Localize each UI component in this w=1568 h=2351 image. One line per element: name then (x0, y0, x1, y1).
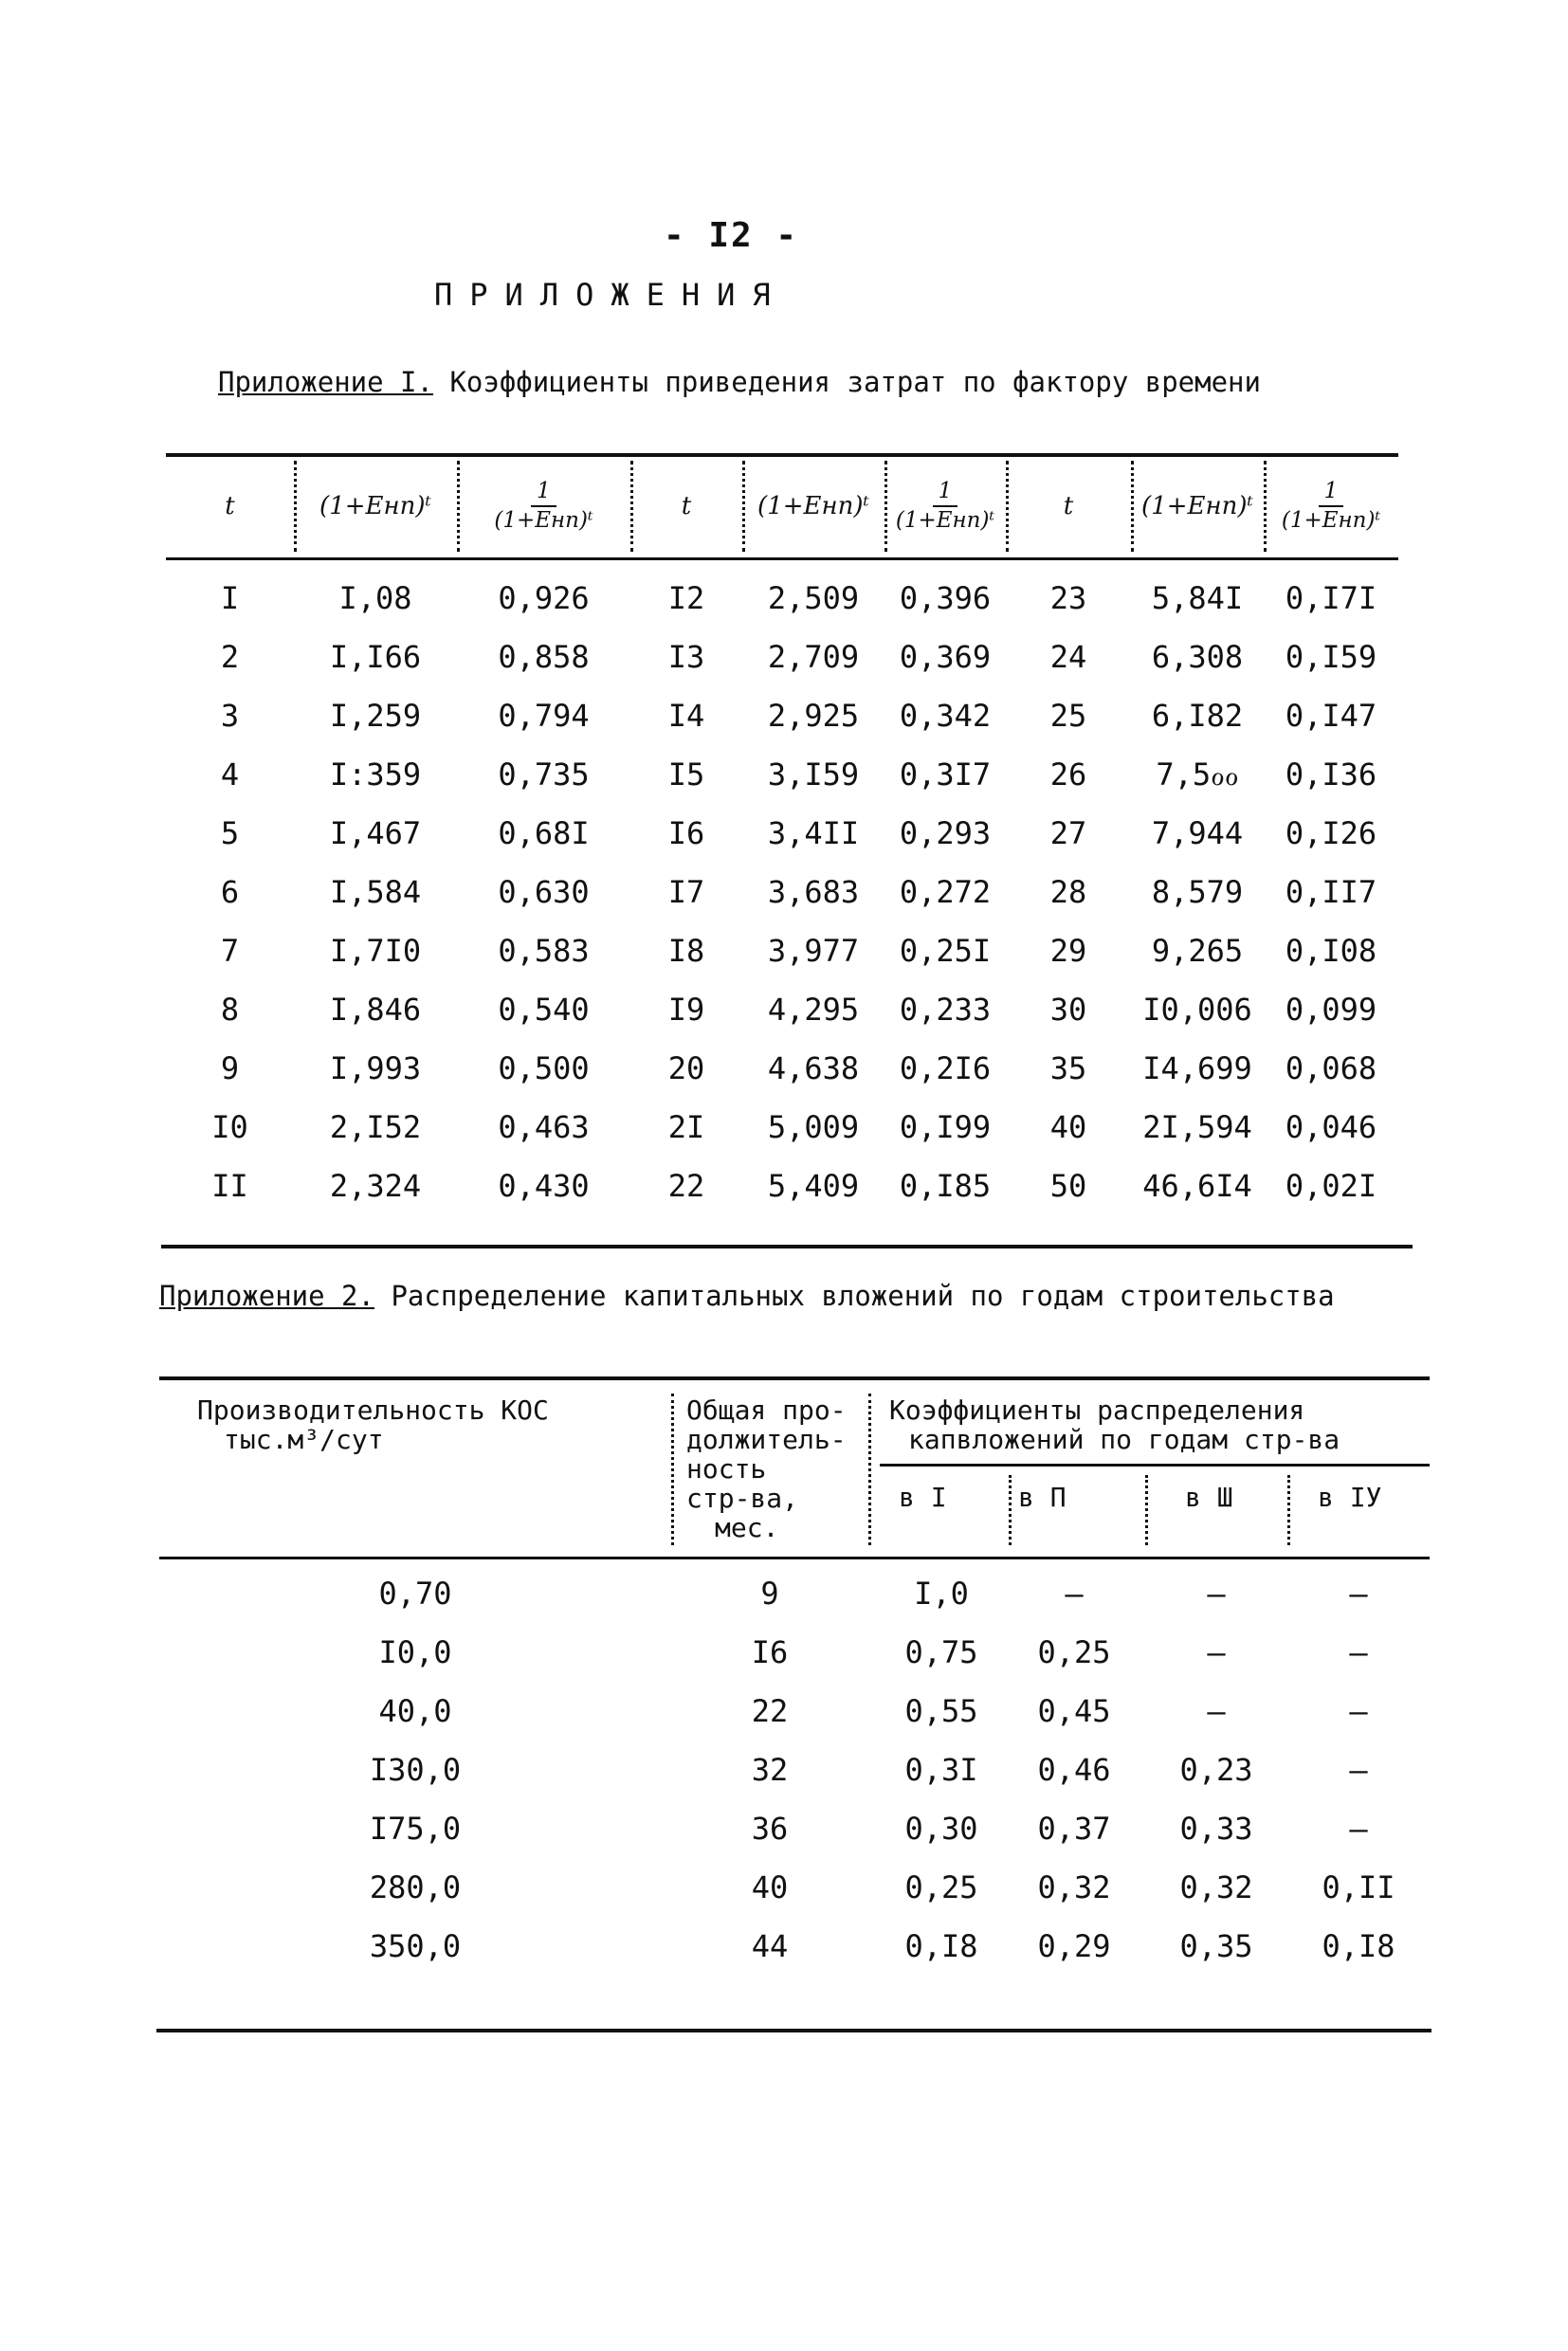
table2-row (159, 1740, 1430, 1799)
table1-cell-discount: 0,I26 (1285, 815, 1377, 851)
table1-row (166, 921, 1398, 980)
table1-cell-discount: 0,3I7 (899, 756, 992, 793)
table1-cell-discount: 0,396 (899, 580, 992, 616)
table1-row (166, 569, 1398, 628)
table1-cell-growth: 7,5ℴℴ (1156, 756, 1239, 793)
table1-cell-t: 4 (220, 756, 240, 793)
table2-cell-capacity: I0,0 (378, 1634, 452, 1670)
table1-cell-t: 29 (1049, 933, 1087, 969)
table2-cell-year4: 0,II (1322, 1869, 1395, 1905)
table2-cell-duration: 36 (751, 1811, 789, 1847)
table1-cell-discount: 0,I7I (1285, 580, 1377, 616)
table1-cell-t: I3 (667, 639, 705, 675)
table1-row (166, 863, 1398, 921)
table1-cell-growth: I,467 (329, 815, 422, 851)
table1-cell-discount: 0,430 (498, 1168, 590, 1204)
table1-cell-discount: 0,68I (498, 815, 590, 851)
t2-year4-header: в IУ (1318, 1482, 1382, 1513)
table1-cell-discount: 0,463 (498, 1109, 590, 1145)
table1-cell-growth: 4,295 (767, 992, 860, 1028)
table1-header-rule (166, 557, 1398, 560)
table1-cell-t: 25 (1049, 698, 1087, 734)
t2-year2-header: в П (1018, 1482, 1067, 1513)
table1-row (166, 745, 1398, 804)
table1-cell-discount: 0,099 (1285, 992, 1377, 1028)
table2-cell-year1: 0,55 (904, 1693, 978, 1729)
table1-cell-growth: 6,308 (1151, 639, 1244, 675)
table1-cell-discount: 0,500 (498, 1050, 590, 1086)
t2-header-capacity: Производительность КОС тыс.м³/сут (197, 1394, 549, 1455)
table1-cell-growth: I:359 (329, 756, 422, 793)
table1-cell-t: 30 (1049, 992, 1087, 1028)
table2-cell-year2: 0,29 (1037, 1928, 1111, 1964)
table2-cell-year3: – (1207, 1576, 1226, 1612)
table1-cell-t: 5 (220, 815, 240, 851)
table1-body (166, 569, 1398, 1215)
table2-cell-duration: 22 (751, 1693, 789, 1729)
t2-year1-header: в I (899, 1482, 947, 1513)
table1-cell-discount: 0,540 (498, 992, 590, 1028)
table1-cell-t: 35 (1049, 1050, 1087, 1086)
table1-cell-t: 40 (1049, 1109, 1087, 1145)
table1-cell-growth: 2I,594 (1142, 1109, 1252, 1145)
table1-cell-t: I2 (667, 580, 705, 616)
t1-header-t: t (681, 492, 692, 520)
section-title: ПРИЛОЖЕНИЯ (434, 277, 788, 313)
table1-cell-discount: 0,630 (498, 874, 590, 910)
table1-cell-t: I6 (667, 815, 705, 851)
table1-cell-growth: I0,006 (1142, 992, 1252, 1028)
table1-row (166, 1157, 1398, 1215)
table1-cell-t: 50 (1049, 1168, 1087, 1204)
table2-cell-duration: 40 (751, 1869, 789, 1905)
table1-row (166, 628, 1398, 686)
table1-cell-growth: 3,683 (767, 874, 860, 910)
table1-cell-t: 6 (220, 874, 240, 910)
table1-cell-growth: I,846 (329, 992, 422, 1028)
table1-cell-growth: 3,4II (767, 815, 860, 851)
table1-cell-growth: I,7I0 (329, 933, 422, 969)
t1-header-growth: (1+Eнп)ᵗ (319, 492, 431, 520)
table1-cell-t: I7 (667, 874, 705, 910)
table1-cell-discount: 0,I36 (1285, 756, 1377, 793)
table2-cell-duration: 9 (760, 1576, 779, 1612)
table1-cell-discount: 0,I08 (1285, 933, 1377, 969)
table2-cell-capacity: 40,0 (378, 1693, 452, 1729)
table2-cell-year4: – (1349, 1634, 1368, 1670)
table1-cell-discount: 0,I59 (1285, 639, 1377, 675)
table2-cell-year2: – (1065, 1576, 1084, 1612)
table2-row (159, 1682, 1430, 1740)
table1-cell-discount: 0,369 (899, 639, 992, 675)
table1-cell-growth: I,I66 (329, 639, 422, 675)
table1-cell-growth: 7,944 (1151, 815, 1244, 851)
table1-cell-t: 26 (1049, 756, 1087, 793)
table1-cell-t: I5 (667, 756, 705, 793)
appendix1-title: Коэффициенты приведения затрат по фактору времени (449, 366, 1261, 398)
table1-cell-t: I (220, 580, 240, 616)
table2-cell-year3: 0,33 (1179, 1811, 1253, 1847)
table1-bottom-rule (161, 1245, 1413, 1248)
table1-cell-growth: I,08 (338, 580, 412, 616)
table1-cell-growth: 46,6I4 (1142, 1168, 1252, 1204)
table1-cell-growth: 5,84I (1151, 580, 1244, 616)
table2-cell-duration: I6 (751, 1634, 789, 1670)
table1-row (166, 804, 1398, 863)
table1-cell-t: 9 (220, 1050, 240, 1086)
table2-cell-year4: – (1349, 1576, 1368, 1612)
table1-cell-growth: 3,977 (767, 933, 860, 969)
table1-header (166, 453, 1398, 559)
appendix2-title: Распределение капитальных вложений по годам строительства (391, 1280, 1335, 1312)
table2-row (159, 1917, 1430, 1976)
table2-cell-year2: 0,46 (1037, 1752, 1111, 1788)
table1-cell-t: 24 (1049, 639, 1087, 675)
table2-cell-year4: – (1349, 1693, 1368, 1729)
table1-cell-growth: I,993 (329, 1050, 422, 1086)
table1-cell-t: I4 (667, 698, 705, 734)
table1-cell-discount: 0,735 (498, 756, 590, 793)
t1-header-growth: (1+Eнп)ᵗ (1141, 492, 1253, 520)
table2-body (159, 1564, 1430, 1976)
t2-year3-header: в Ш (1185, 1482, 1233, 1513)
table2-cell-duration: 32 (751, 1752, 789, 1788)
table2-row (159, 1858, 1430, 1917)
table2-cell-year1: 0,75 (904, 1634, 978, 1670)
table1-cell-t: 28 (1049, 874, 1087, 910)
table1-cell-growth: I4,699 (1142, 1050, 1252, 1086)
table2-cell-year3: 0,23 (1179, 1752, 1253, 1788)
table2-cell-year3: – (1207, 1634, 1226, 1670)
table1-cell-t: 2 (220, 639, 240, 675)
table1-cell-t: 8 (220, 992, 240, 1028)
t1-header-discount: $\frac{1}{\text{(1+Eнп)ᵗ}}$ (494, 478, 593, 533)
table2-cell-year2: 0,32 (1037, 1869, 1111, 1905)
table2-cell-capacity: I30,0 (369, 1752, 462, 1788)
table1-cell-t: I8 (667, 933, 705, 969)
table2-cell-year4: – (1349, 1811, 1368, 1847)
page-number: - I2 - (664, 216, 799, 255)
table1-cell-growth: I,584 (329, 874, 422, 910)
table1-cell-t: 3 (220, 698, 240, 734)
table1-cell-growth: 3,I59 (767, 756, 860, 793)
table2-cell-year3: 0,32 (1179, 1869, 1253, 1905)
table1-cell-discount: 0,02I (1285, 1168, 1377, 1204)
table1-cell-discount: 0,046 (1285, 1109, 1377, 1145)
table2-cell-year1: 0,25 (904, 1869, 978, 1905)
table2-cell-year3: 0,35 (1179, 1928, 1253, 1964)
table1-cell-growth: 2,925 (767, 698, 860, 734)
table1-row (166, 980, 1398, 1039)
table1-cell-t: 22 (667, 1168, 705, 1204)
table1-cell-t: 2I (667, 1109, 705, 1145)
appendix1-caption (218, 366, 1261, 398)
table1-cell-growth: 2,324 (329, 1168, 422, 1204)
table2-row (159, 1564, 1430, 1623)
table1-cell-discount: 0,I99 (899, 1109, 992, 1145)
table1-cell-discount: 0,272 (899, 874, 992, 910)
t1-header-t: t (1063, 492, 1074, 520)
table2-cell-year1: 0,30 (904, 1811, 978, 1847)
appendix2-caption (159, 1280, 1335, 1312)
t1-header-discount: $\frac{1}{\text{(1+Eнп)ᵗ}}$ (1281, 478, 1381, 533)
table1-cell-discount: 0,233 (899, 992, 992, 1028)
table1-cell-growth: I,259 (329, 698, 422, 734)
table2-cell-capacity: 0,70 (378, 1576, 452, 1612)
table1-cell-growth: 6,I82 (1151, 698, 1244, 734)
table2-header (159, 1384, 1430, 1553)
table2-bottom-rule (156, 2029, 1431, 2032)
table2-cell-year3: – (1207, 1693, 1226, 1729)
table1-cell-growth: 2,709 (767, 639, 860, 675)
table1-cell-growth: 5,009 (767, 1109, 860, 1145)
table1-cell-t: 7 (220, 933, 240, 969)
table1-cell-discount: 0,25I (899, 933, 992, 969)
t2-header-duration: Общая про- должитель- ность стр-ва, мес. (686, 1394, 847, 1543)
t1-header-t: t (225, 492, 235, 520)
table1-cell-t: II (211, 1168, 248, 1204)
table1-cell-discount: 0,2I6 (899, 1050, 992, 1086)
table2-cell-year2: 0,37 (1037, 1811, 1111, 1847)
table1-cell-growth: 5,409 (767, 1168, 860, 1204)
table1-cell-t: 27 (1049, 815, 1087, 851)
table2-cell-year2: 0,45 (1037, 1693, 1111, 1729)
table1-cell-discount: 0,794 (498, 698, 590, 734)
table1-cell-growth: 2,509 (767, 580, 860, 616)
table1-cell-discount: 0,583 (498, 933, 590, 969)
table1-cell-growth: 2,I52 (329, 1109, 422, 1145)
table2-header-rule (159, 1557, 1430, 1559)
table1-cell-t: I0 (211, 1109, 248, 1145)
table1-row (166, 686, 1398, 745)
appendix1-label: Приложение I. (218, 366, 433, 398)
table1-cell-discount: 0,II7 (1285, 874, 1377, 910)
table2-cell-duration: 44 (751, 1928, 789, 1964)
table2-top-rule (159, 1376, 1430, 1380)
table1-cell-growth: 4,638 (767, 1050, 860, 1086)
table2-cell-year1: 0,I8 (904, 1928, 978, 1964)
table2-cell-year1: 0,3I (904, 1752, 978, 1788)
table1-cell-discount: 0,926 (498, 580, 590, 616)
t2-header-coefficients: Коэффициенты распределения капвложений по годам стр-ва (889, 1394, 1340, 1455)
table2-cell-year1: I,0 (914, 1576, 969, 1612)
table1-cell-t: 20 (667, 1050, 705, 1086)
t1-header-discount: $\frac{1}{\text{(1+Eнп)ᵗ}}$ (895, 478, 995, 533)
table1-cell-t: 23 (1049, 580, 1087, 616)
appendix2-label: Приложение 2. (159, 1280, 374, 1312)
table1-cell-growth: 8,579 (1151, 874, 1244, 910)
table1-cell-discount: 0,342 (899, 698, 992, 734)
t1-header-growth: (1+Eнп)ᵗ (757, 492, 869, 520)
table1-row (166, 1039, 1398, 1098)
table1-cell-discount: 0,858 (498, 639, 590, 675)
table1-cell-growth: 9,265 (1151, 933, 1244, 969)
table2-row (159, 1623, 1430, 1682)
table1-row (166, 1098, 1398, 1157)
table2-cell-capacity: 350,0 (369, 1928, 462, 1964)
table2-cell-capacity: 280,0 (369, 1869, 462, 1905)
table1-cell-discount: 0,068 (1285, 1050, 1377, 1086)
table1-cell-t: I9 (667, 992, 705, 1028)
table2-cell-year2: 0,25 (1037, 1634, 1111, 1670)
table2-cell-capacity: I75,0 (369, 1811, 462, 1847)
table2-cell-year4: 0,I8 (1322, 1928, 1395, 1964)
table1-cell-discount: 0,I85 (899, 1168, 992, 1204)
table2-cell-year4: – (1349, 1752, 1368, 1788)
table1-cell-discount: 0,293 (899, 815, 992, 851)
table1-cell-discount: 0,I47 (1285, 698, 1377, 734)
table2-row (159, 1799, 1430, 1858)
